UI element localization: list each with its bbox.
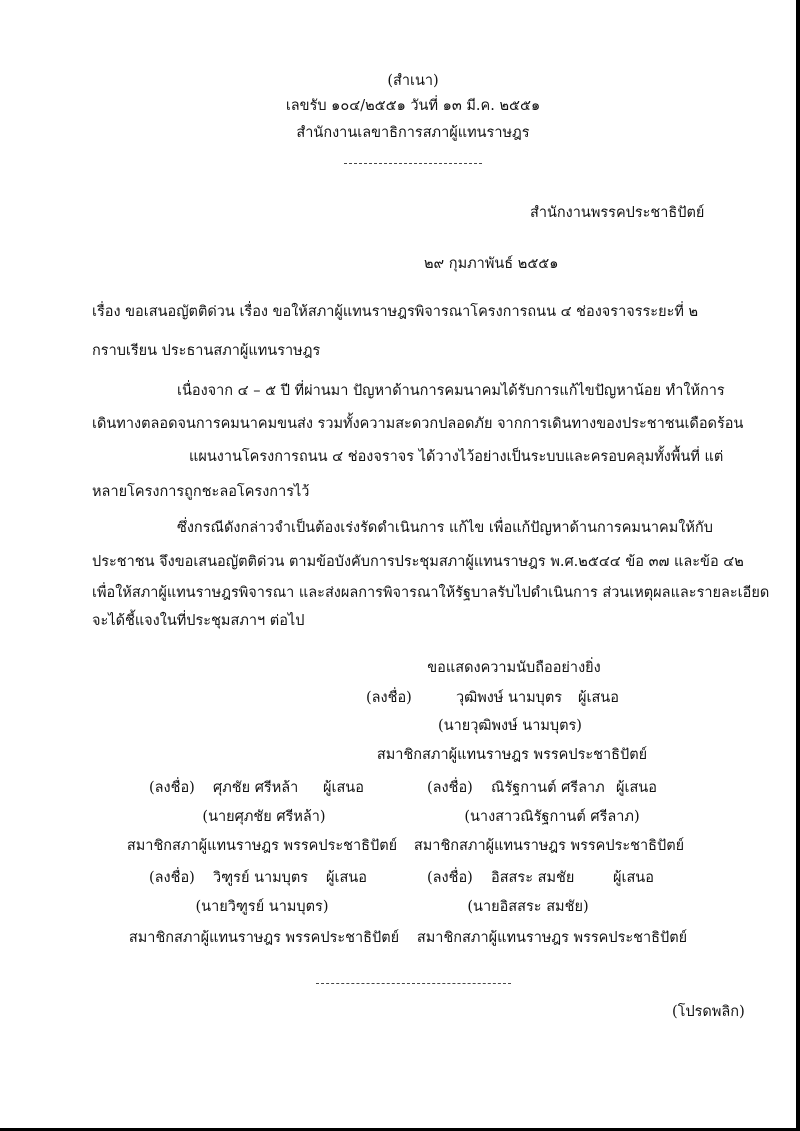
signer-position: สมาชิกสภาผู้แทนราษฎร พรรคประชาธิปัตย์: [126, 838, 398, 854]
signer-role: ผู้เสนอ: [323, 780, 364, 796]
signer-role: ผู้เสนอ: [616, 780, 657, 796]
body-p2-line1: ซึ่งกรณีดังกล่าวจำเป็นต้องเร่งรัดดำเนินการ แก้ไข เพื่อแก้ปัญหาด้านการคมนาคมให้กับ: [177, 520, 713, 536]
subject-line: เรื่อง ขอเสนอญัตติด่วน เรื่อง ขอให้สภาผู้แทนราษฎรพิจารณาโครงการถนน ๔ ช่องจราจรระยะที่ ๒: [92, 304, 699, 320]
signer-role: ผู้เสนอ: [578, 690, 619, 706]
signer-full-name: (นายศุภชัย ศรีหล้า): [202, 809, 326, 825]
signer-role: ผู้เสนอ: [613, 870, 654, 886]
closing: ขอแสดงความนับถืออย่างยิ่ง: [427, 660, 601, 676]
signer-name: ศุภชัย ศรีหล้า: [213, 780, 299, 796]
letter-date: ๒๙ กุมภาพันธ์ ๒๕๕๑: [424, 256, 559, 272]
salutation: กราบเรียน ประธานสภาผู้แทนราษฎร: [92, 343, 321, 359]
sign-label: (ลงชื่อ): [149, 780, 195, 796]
receipt-number: เลขรับ ๑๐๔/๒๕๕๑ วันที่ ๑๓ มี.ค. ๒๕๕๑: [285, 98, 541, 114]
footer-divider: [316, 983, 511, 984]
receiving-office: สำนักงานเลขาธิการสภาผู้แทนราษฎร: [296, 125, 530, 141]
signer-position: สมาชิกสภาผู้แทนราษฎร พรรคประชาธิปัตย์: [413, 838, 685, 854]
signer-role: ผู้เสนอ: [326, 870, 367, 886]
sign-label: (ลงชื่อ): [149, 870, 195, 886]
signer-name: วิฑูรย์ นามบุตร: [213, 870, 309, 886]
header-divider: [344, 163, 482, 164]
sender-org: สำนักงานพรรคประชาธิปัตย์: [530, 205, 705, 221]
body-p2-line3: เพื่อให้สภาผู้แทนราษฎรพิจารณา และส่งผลการพิจารณาให้รัฐบาลรับไปดำเนินการ ส่วนเหตุผลและรายละเอียด: [92, 585, 770, 601]
signer-name: วุฒิพงษ์ นามบุตร: [456, 690, 563, 706]
body-p2-line4: จะได้ชี้แจงในที่ประชุมสภาฯ ต่อไป: [92, 613, 305, 629]
copy-mark: (สำเนา): [387, 73, 439, 89]
signer-position: สมาชิกสภาผู้แทนราษฎร พรรคประชาธิปัตย์: [376, 747, 648, 763]
page-frame-right: [796, 0, 800, 1131]
signer-full-name: (นายวิฑูรย์ นามบุตร): [195, 899, 329, 915]
signer-full-name: (นายวุฒิพงษ์ นามบุตร): [438, 718, 582, 734]
body-p1-line2: เดินทางตลอดจนการคมนาคมขนส่ง รวมทั้งความสะดวกปลอดภัย จากการเดินทางของประชาชนเดือดร้อน: [92, 416, 744, 432]
body-p1-line4: หลายโครงการถูกชะลอโครงการไว้: [92, 484, 310, 500]
signer-full-name: (นายอิสสระ สมชัย): [467, 899, 589, 915]
signer-position: สมาชิกสภาผู้แทนราษฎร พรรคประชาธิปัตย์: [416, 930, 688, 946]
sign-label: (ลงชื่อ): [427, 870, 473, 886]
turn-page-note: (โปรดพลิก): [672, 1004, 745, 1020]
body-p1-line1: เนื่องจาก ๔ – ๕ ปี ที่ผ่านมา ปัญหาด้านการคมนาคมได้รับการแก้ไขปัญหาน้อย ทำให้การ: [177, 383, 725, 399]
sign-label: (ลงชื่อ): [366, 690, 412, 706]
body-p2-line2: ประชาชน จึงขอเสนอญัตติด่วน ตามข้อบังคับการประชุมสภาผู้แทนราษฎร พ.ศ.๒๕๔๔ ข้อ ๓๗ และข้อ ๔๒: [92, 554, 744, 570]
body-p1-line3: แผนงานโครงการถนน ๔ ช่องจราจร ได้วางไว้อย่างเป็นระบบและครอบคลุมทั้งพื้นที่ แต่: [189, 449, 724, 465]
sign-label: (ลงชื่อ): [427, 780, 473, 796]
signer-name: ณิรัฐกานต์ ศรีลาภ: [491, 780, 605, 796]
signer-name: อิสสระ สมชัย: [491, 870, 575, 886]
signer-position: สมาชิกสภาผู้แทนราษฎร พรรคประชาธิปัตย์: [128, 930, 400, 946]
signer-full-name: (นางสาวณิรัฐกานต์ ศรีลาภ): [464, 809, 640, 825]
